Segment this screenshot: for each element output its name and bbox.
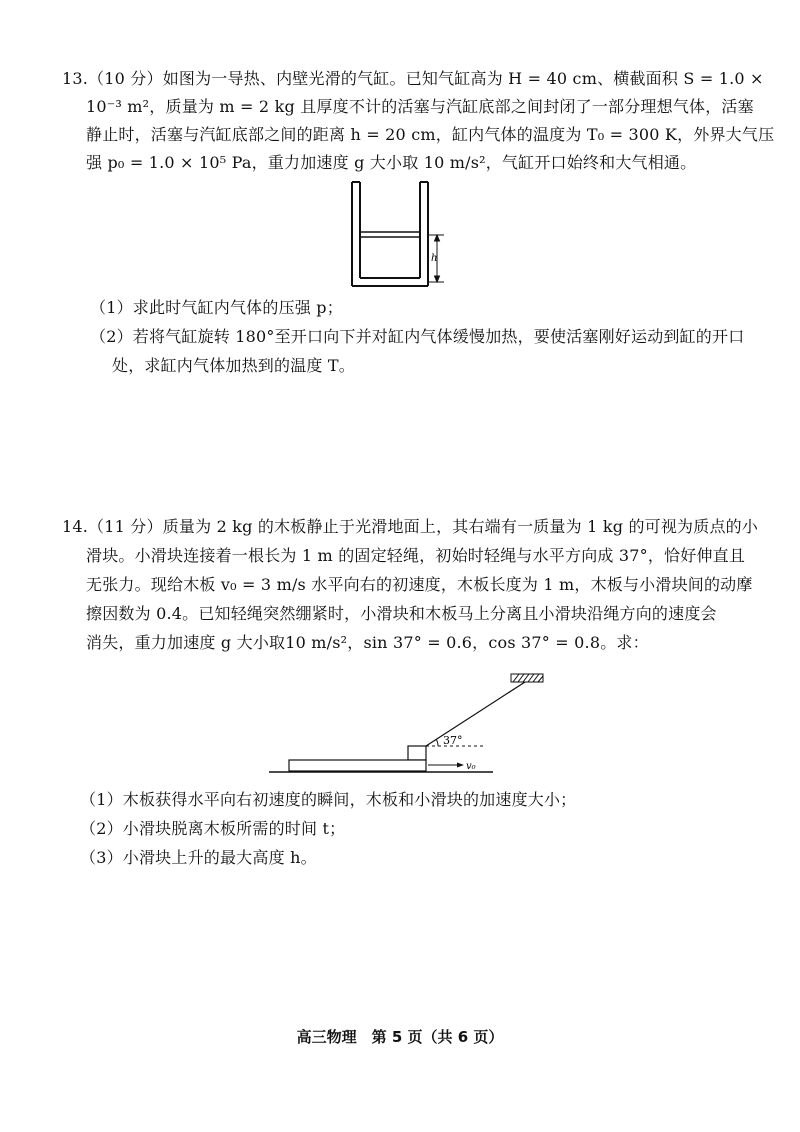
piston xyxy=(360,232,420,237)
q13-part-1: （1）求此时气缸内气体的压强 p； xyxy=(90,298,343,317)
q14-line-1: 14.（11 分）质量为 2 kg 的木板静止于光滑地面上，其右端有一质量为 1 kg 的可视为质点的小 xyxy=(62,517,759,536)
q14-line-2: 滑块。小滑块连接着一根长为 1 m 的固定轻绳，初始时轻绳与水平方向成 37°，恰好伸直且 xyxy=(86,546,746,565)
small-block xyxy=(408,746,426,760)
q13-part-2-cont: 处，求缸内气体加热到的温度 T。 xyxy=(112,356,355,375)
q13-part-2: （2）若将气缸旋转 180°至开口向下并对缸内气体缓慢加热，要使活塞刚好运动到缸的开口 xyxy=(90,327,745,346)
board-block-figure xyxy=(265,668,555,780)
q14-part-3: （3）小滑块上升的最大高度 h。 xyxy=(80,848,317,867)
page-footer: 高三物理 第 5 页（共 6 页） xyxy=(296,1028,504,1046)
v0-label: v₀ xyxy=(466,761,476,772)
rope xyxy=(426,682,525,746)
q13-line-2: 10⁻³ m²，质量为 m = 2 kg 且厚度不计的活塞与汽缸底部之间封闭了一部分理想气体，活塞 xyxy=(86,97,754,116)
q14-line-4: 擦因数为 0.4。已知轻绳突然绷紧时，小滑块和木板马上分离且小滑块沿绳方向的速度会 xyxy=(86,604,717,623)
q13-line-3: 静止时，活塞与汽缸底部之间的距离 h = 20 cm，缸内气体的温度为 T₀ = 300 K，外界大气压 xyxy=(86,125,775,144)
q14-line-3: 无张力。现给木板 v₀ = 3 m/s 水平向右的初速度，木板长度为 1 m，木板与小滑块间的动摩 xyxy=(86,575,753,594)
wood-board xyxy=(289,760,426,771)
h-label: h xyxy=(431,253,438,264)
cylinder-figure xyxy=(340,178,460,294)
ceiling-support xyxy=(511,674,543,682)
q14-part-2: （2）小滑块脱离木板所需的时间 t； xyxy=(80,819,346,838)
q14-line-5: 消失，重力加速度 g 大小取10 m/s²，sin 37° = 0.6，cos 37° = 0.8。求： xyxy=(86,633,649,652)
q13-line-1: 13.（10 分）如图为一导热、内壁光滑的气缸。已知气缸高为 H = 40 cm、横截面积 S = 1.0 × xyxy=(62,69,764,88)
q13-line-4: 强 p₀ = 1.0 × 10⁵ Pa，重力加速度 g 大小取 10 m/s²，气缸开口始终和大气相通。 xyxy=(86,153,697,172)
angle-label: 37° xyxy=(443,734,463,747)
angle-arc xyxy=(436,739,438,746)
q14-part-1: （1）木板获得水平向右初速度的瞬间，木板和小滑块的加速度大小； xyxy=(80,790,577,809)
